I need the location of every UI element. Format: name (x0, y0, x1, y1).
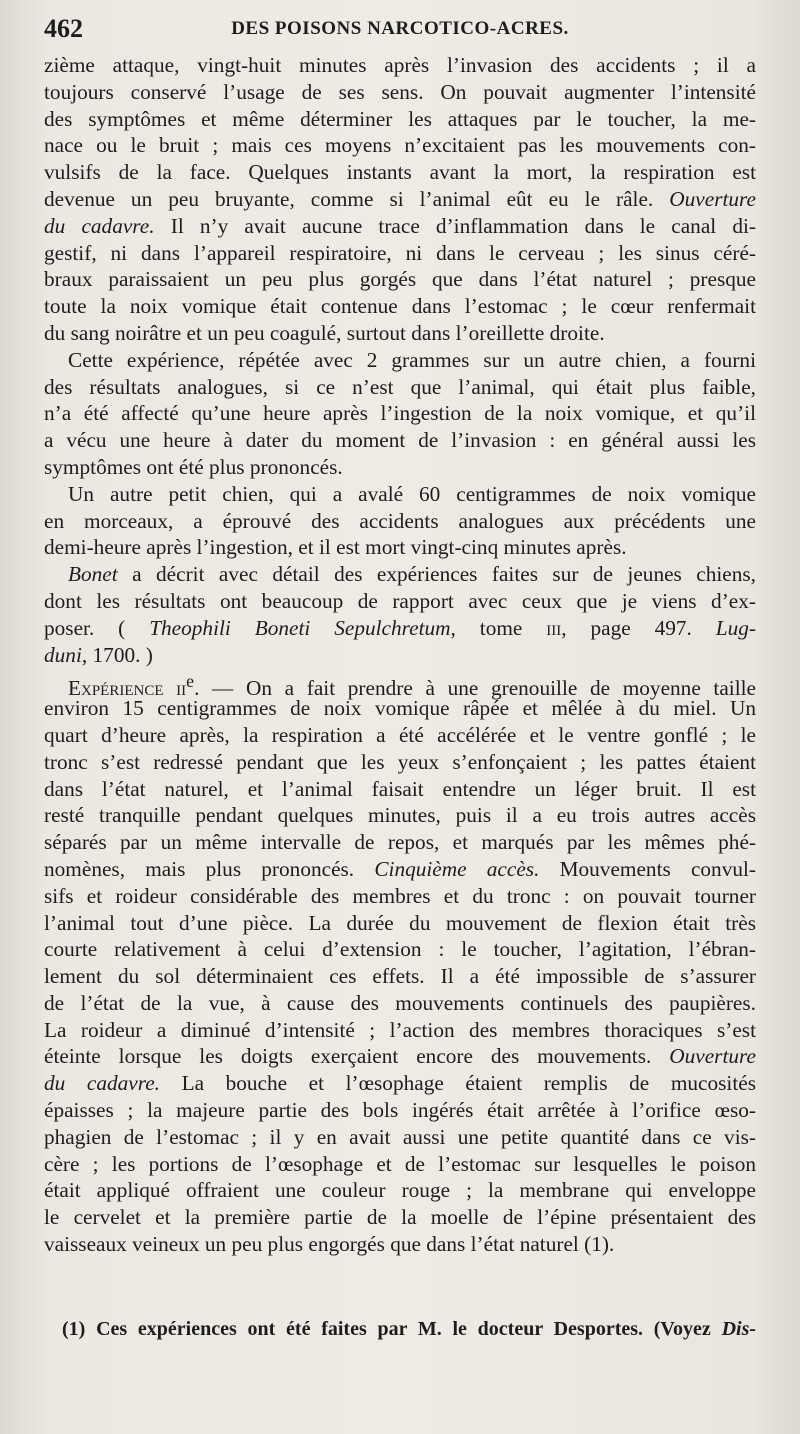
text-line: des résultats analogues, si ce n’est que l’animal, qui était plus faible, (44, 374, 756, 399)
text-line: quart d’heure après, la respiration a été accélérée et le ventre gonflé ; le (44, 722, 756, 747)
text-line: des symptômes et même déterminer les attaques par le toucher, la me- (44, 106, 756, 131)
footnote (44, 1316, 756, 1342)
text-line: courte relativement à celui d’extension : le toucher, l’agitation, l’ébran- (44, 937, 756, 962)
text-line: a vécu une heure à dater du moment de l’invasion : en général aussi les (44, 428, 756, 453)
text-run: (1) Ces expériences ont été faites par M. le docteur Desportes. (Voyez (62, 1318, 711, 1340)
text-line: environ 15 centigrammes de noix vomique râpée et mêlée à du miel. Un (44, 696, 756, 721)
text-line: Cette expérience, répétée avec 2 grammes sur un autre chien, a fourni (68, 347, 756, 372)
text-run: . — On a fait prendre à une grenouille de moyenne taille (194, 676, 756, 701)
superscript-run: e (186, 671, 195, 692)
text-line: vulsifs de la face. Quelques instants avant la mort, la respiration est (44, 160, 756, 185)
text-line: La roideur a diminué d’intensité ; l’action des membres thoraciques s’est (44, 1017, 756, 1042)
text-line: toute la noix vomique était contenue dans l’estomac ; le cœur renfermait (44, 294, 756, 319)
small-caps-run: iii (546, 615, 562, 640)
text-line: resté tranquille pendant quelques minutes, puis il a eu trois autres accès (44, 803, 756, 828)
text-run: a décrit avec détail des expériences faites sur de jeunes chiens, (132, 562, 756, 587)
text-line: zième attaque, vingt-huit minutes après l’invasion des accidents ; il a (44, 53, 756, 77)
text-line (44, 642, 756, 669)
italic-run: Cinquième accès. (374, 856, 540, 881)
text-run: poser. ( (44, 615, 126, 640)
text-line: sifs et roideur considérable des membres et du tronc : on pouvait tourner (44, 883, 756, 908)
text-line: en morceaux, a éprouvé des accidents analogues aux précédents une (44, 508, 756, 533)
footnote-line (44, 1316, 756, 1342)
italic-run: duni (44, 642, 82, 667)
text-line (44, 615, 756, 642)
text-line: le cervelet et la première partie de la moelle de l’épine présentaient des (44, 1205, 756, 1230)
italic-run: du cadavre. (44, 213, 155, 238)
text-line: de l’état de la vue, à cause des mouvements continuels des paupières. (44, 990, 756, 1015)
body-text (44, 52, 756, 1258)
text-line: gestif, ni dans l’appareil respiratoire, ni dans le cerveau ; les sinus céré- (44, 240, 756, 265)
page-header (44, 14, 756, 48)
text-line: Un autre petit chien, qui a avalé 60 centigrammes de noix vomique (68, 481, 756, 506)
italic-run: Ouverture (669, 186, 757, 211)
text-line (44, 186, 756, 213)
text-line: dont les résultats ont beaucoup de rapport avec ceux que je viens d’ex- (44, 588, 756, 613)
text-run: devenue un peu bruyante, comme si l’animal eût eu le râle. (44, 186, 654, 211)
text-run: La bouche et l’œsophage étaient remplis de mucosités (181, 1071, 756, 1096)
text-line: tronc s’est redressé pendant que les yeux s’enfonçaient ; les pattes étaient (44, 749, 756, 774)
text-run: , page 497. (561, 615, 692, 640)
italic-run: Bonet (68, 562, 118, 587)
small-caps-run: Expérience (68, 676, 164, 701)
text-line (44, 561, 756, 588)
italic-run: Theophili Boneti Sepulchretum (149, 615, 451, 640)
text-run: Mouvements convul- (559, 856, 757, 881)
text-line: séparés par un même intervalle de repos, et marqués par les mêmes phé- (44, 830, 756, 855)
text-line: phagien de l’estomac ; il y en avait aussi une petite quantité dans ce vis- (44, 1124, 756, 1149)
italic-run: Ouverture (669, 1044, 756, 1069)
italic-run: du cadavre. (44, 1071, 160, 1096)
text-run: , tome (450, 615, 547, 640)
page-number: 462 (44, 14, 83, 43)
text-line: toujours conservé l’usage de ses sens. On pouvait augmenter l’intensité (44, 79, 756, 104)
running-title: DES POISONS NARCOTICO-ACRES. (231, 18, 569, 39)
text-line: lement du sol déterminaient ces effets. Il a été impossible de s’assurer (44, 964, 756, 989)
small-caps-run: ii (176, 676, 187, 701)
text-line: nace ou le bruit ; mais ces moyens n’excitaient pas les mouvements con- (44, 133, 756, 158)
text-line: demi-heure après l’ingestion, et il est mort vingt-cinq minutes après. (44, 535, 627, 560)
text-line: vaisseaux veineux un peu plus engorgés que dans l’état naturel (1). (44, 1232, 615, 1257)
italic-run: Dis- (721, 1318, 757, 1340)
text-line (44, 856, 756, 883)
text-line: dans l’état naturel, et l’animal faisait entendre un léger bruit. Il est (44, 776, 756, 801)
text-line (44, 668, 756, 701)
text-line: l’animal tout d’une pièce. La durée du mouvement de flexion était très (44, 910, 756, 935)
text-line: épaisses ; la majeure partie des bols ingérés était arrêtée à l’orifice œso- (44, 1098, 756, 1123)
text-run: Il n’y avait aucune trace d’inflammation dans le canal di- (170, 213, 757, 238)
text-line: symptômes ont été plus prononcés. (44, 454, 343, 479)
text-line (44, 1070, 756, 1097)
text-line: du sang noirâtre et un peu coagulé, surtout dans l’oreillette droite. (44, 320, 605, 345)
text-run: , 1700. ) (81, 642, 153, 667)
text-run: éteinte lorsque les doigts exerçaient encore des mouvements. (44, 1044, 652, 1069)
text-line: était appliqué offraient une couleur rouge ; la membrane qui enveloppe (44, 1178, 756, 1203)
text-run: nomènes, mais plus prononcés. (44, 856, 355, 881)
italic-run: Lug- (715, 615, 757, 640)
text-line: cère ; les portions de l’œsophage et de l’estomac sur lesquelles le poison (44, 1151, 756, 1176)
text-line: braux paraissaient un peu plus gorgés que dans l’état naturel ; presque (44, 267, 756, 292)
text-line (44, 213, 756, 240)
text-line (44, 1043, 756, 1070)
text-line: n’a été affecté qu’une heure après l’ingestion de la noix vomique, et qu’il (44, 401, 756, 426)
